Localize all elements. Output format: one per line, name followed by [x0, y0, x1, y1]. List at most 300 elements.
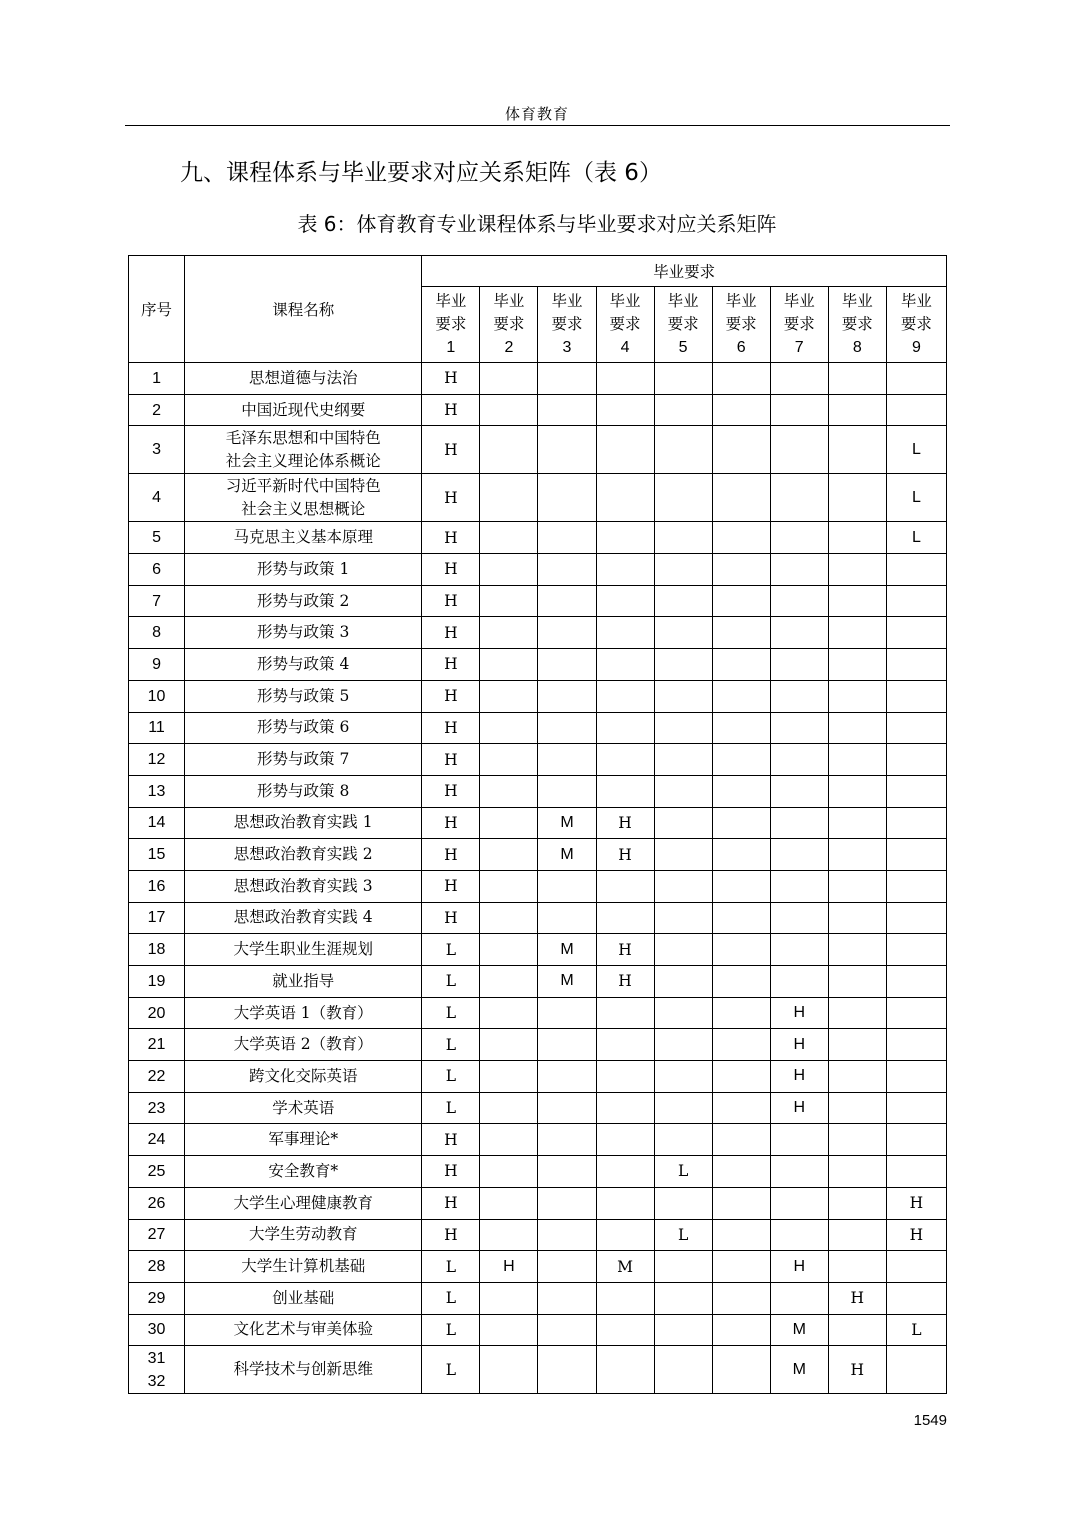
matrix-cell: H — [770, 1251, 828, 1283]
course-name: 思想道德与法治 — [248, 368, 358, 387]
matrix-cell: H — [422, 712, 480, 744]
matrix-cell — [538, 585, 596, 617]
matrix-cell — [828, 1219, 886, 1251]
matrix-cell — [770, 712, 828, 744]
matrix-cell: L — [422, 997, 480, 1029]
matrix-cell: H — [770, 1029, 828, 1061]
row-number: 18 — [147, 941, 166, 959]
requirement-header-line1: 毕业 — [841, 292, 873, 310]
requirement-header-line1: 毕业 — [609, 292, 641, 310]
row-number: 16 — [147, 877, 166, 895]
matrix-cell: H — [422, 426, 480, 474]
course-name-cell — [185, 870, 422, 902]
matrix-cell — [828, 474, 886, 522]
row-number-cell — [129, 934, 185, 966]
matrix-cell — [654, 585, 712, 617]
matrix-cell — [480, 966, 538, 998]
matrix-cell: L — [886, 426, 946, 474]
matrix-cell — [828, 1092, 886, 1124]
row-number-cell — [129, 680, 185, 712]
matrix-cell — [712, 617, 770, 649]
matrix-cell — [828, 966, 886, 998]
matrix-cell — [654, 554, 712, 586]
running-header: 体育教育 — [504, 105, 569, 123]
matrix-cell — [828, 839, 886, 871]
course-name: 安全教育* — [268, 1161, 339, 1180]
table-row — [129, 744, 947, 776]
matrix-cell — [886, 839, 946, 871]
course-name-cell — [185, 426, 422, 474]
row-number: 27 — [147, 1226, 166, 1244]
matrix-cell — [596, 1092, 654, 1124]
table-row — [129, 1187, 947, 1219]
matrix-cell — [654, 1282, 712, 1314]
course-name-cell — [185, 680, 422, 712]
course-name: 学术英语 — [272, 1098, 335, 1117]
requirement-header-line1: 毕业 — [551, 292, 583, 310]
matrix-cell — [828, 1029, 886, 1061]
matrix-cell — [480, 902, 538, 934]
matrix-cell — [712, 1282, 770, 1314]
table-row — [129, 649, 947, 681]
row-number: 26 — [147, 1194, 166, 1212]
row-number: 9 — [152, 655, 161, 673]
matrix-cell — [770, 744, 828, 776]
matrix-cell — [712, 522, 770, 554]
course-name-cell — [185, 744, 422, 776]
matrix-cell — [480, 807, 538, 839]
matrix-cell — [886, 775, 946, 807]
matrix-cell — [596, 363, 654, 395]
row-number-cell — [129, 522, 185, 554]
matrix-cell — [596, 1219, 654, 1251]
row-number: 22 — [147, 1067, 166, 1085]
matrix-cell: H — [596, 839, 654, 871]
matrix-cell — [712, 1346, 770, 1394]
row-number: 19 — [147, 972, 166, 990]
row-number-cell — [129, 585, 185, 617]
course-name: 大学生心理健康教育 — [233, 1193, 373, 1212]
row-number-second: 32 — [147, 1372, 166, 1390]
matrix-cell — [654, 712, 712, 744]
matrix-cell: H — [422, 807, 480, 839]
course-name: 大学生职业生涯规划 — [233, 940, 373, 959]
requirement-header-number: 8 — [852, 339, 862, 356]
row-number: 10 — [147, 687, 166, 705]
matrix-cell — [770, 680, 828, 712]
matrix-cell: H — [596, 934, 654, 966]
course-name: 大学英语 2（教育） — [233, 1035, 373, 1054]
course-name-cell — [185, 474, 422, 522]
course-name: 大学生计算机基础 — [241, 1257, 366, 1276]
matrix-cell — [596, 585, 654, 617]
row-number-cell — [129, 807, 185, 839]
matrix-cell — [480, 775, 538, 807]
page-number: 1549 — [913, 1412, 947, 1429]
matrix-cell — [480, 1092, 538, 1124]
matrix-cell — [596, 474, 654, 522]
matrix-cell: H — [770, 1092, 828, 1124]
matrix-cell — [480, 474, 538, 522]
matrix-cell — [480, 394, 538, 426]
matrix-cell — [654, 902, 712, 934]
matrix-cell — [828, 394, 886, 426]
matrix-cell — [596, 712, 654, 744]
matrix-cell — [828, 712, 886, 744]
matrix-cell — [480, 1282, 538, 1314]
matrix-cell — [712, 680, 770, 712]
matrix-cell: L — [422, 1251, 480, 1283]
matrix-cell — [712, 1219, 770, 1251]
row-number-cell — [129, 554, 185, 586]
matrix-cell — [480, 649, 538, 681]
table-row — [129, 1061, 947, 1093]
matrix-cell — [596, 554, 654, 586]
row-number-cell — [129, 712, 185, 744]
matrix-cell — [770, 363, 828, 395]
table-row — [129, 1029, 947, 1061]
matrix-cell: H — [886, 1187, 946, 1219]
matrix-cell: M — [538, 934, 596, 966]
matrix-cell — [538, 1251, 596, 1283]
requirements-matrix-table — [128, 255, 947, 1394]
row-number-cell — [129, 1124, 185, 1156]
course-name-cell — [185, 1346, 422, 1394]
matrix-cell — [770, 870, 828, 902]
course-name: 形势与政策 1 — [257, 559, 350, 578]
matrix-cell — [596, 394, 654, 426]
matrix-cell — [480, 1029, 538, 1061]
header-rule — [125, 125, 950, 126]
matrix-cell: L — [886, 474, 946, 522]
course-name-cell — [185, 997, 422, 1029]
requirement-header-cell — [886, 287, 946, 363]
requirement-header-line1: 毕业 — [667, 292, 699, 310]
matrix-cell — [538, 997, 596, 1029]
matrix-cell — [538, 522, 596, 554]
row-number: 3 — [152, 441, 161, 459]
matrix-cell — [886, 1061, 946, 1093]
matrix-cell — [538, 680, 596, 712]
matrix-cell — [886, 1282, 946, 1314]
matrix-cell — [538, 1124, 596, 1156]
matrix-cell: M — [538, 807, 596, 839]
row-number-cell — [129, 775, 185, 807]
row-number: 2 — [152, 401, 161, 419]
matrix-cell — [654, 934, 712, 966]
row-number-cell — [129, 426, 185, 474]
matrix-cell: H — [422, 522, 480, 554]
row-number-cell — [129, 1219, 185, 1251]
course-name-cell — [185, 1251, 422, 1283]
requirement-header-cell — [712, 287, 770, 363]
matrix-cell — [538, 363, 596, 395]
requirement-header-cell — [538, 287, 596, 363]
requirement-header-line2: 要求 — [900, 315, 932, 333]
row-number-cell — [129, 1314, 185, 1346]
matrix-cell: M — [770, 1346, 828, 1394]
matrix-cell — [538, 744, 596, 776]
row-number: 30 — [147, 1321, 166, 1339]
matrix-cell: H — [828, 1282, 886, 1314]
matrix-cell — [480, 363, 538, 395]
matrix-cell — [538, 394, 596, 426]
matrix-cell — [480, 839, 538, 871]
matrix-cell — [596, 744, 654, 776]
matrix-cell — [480, 934, 538, 966]
matrix-cell — [654, 394, 712, 426]
table-row — [129, 775, 947, 807]
row-number: 21 — [147, 1036, 166, 1054]
matrix-cell — [654, 744, 712, 776]
matrix-cell: H — [422, 554, 480, 586]
matrix-cell — [886, 680, 946, 712]
matrix-cell: H — [422, 775, 480, 807]
matrix-cell — [654, 966, 712, 998]
matrix-cell — [712, 744, 770, 776]
course-name-cell — [185, 712, 422, 744]
matrix-cell — [654, 522, 712, 554]
matrix-cell: H — [422, 744, 480, 776]
matrix-cell: H — [480, 1251, 538, 1283]
matrix-cell — [538, 1092, 596, 1124]
matrix-cell — [654, 680, 712, 712]
matrix-cell — [712, 775, 770, 807]
matrix-cell — [654, 839, 712, 871]
requirement-header-cell — [422, 287, 480, 363]
row-number-cell — [129, 474, 185, 522]
row-number-cell — [129, 649, 185, 681]
requirement-header-line2: 要求 — [435, 315, 467, 333]
matrix-cell: M — [596, 1251, 654, 1283]
row-number-cell — [129, 1156, 185, 1188]
matrix-cell — [886, 554, 946, 586]
course-name: 就业指导 — [272, 971, 335, 990]
matrix-cell — [770, 966, 828, 998]
matrix-cell — [596, 680, 654, 712]
table-row — [129, 680, 947, 712]
course-name: 习近平新时代中国特色 — [225, 476, 381, 495]
matrix-cell — [770, 554, 828, 586]
table-row — [129, 474, 947, 522]
matrix-cell — [886, 1156, 946, 1188]
matrix-cell — [596, 1187, 654, 1219]
matrix-cell — [886, 902, 946, 934]
matrix-cell — [654, 1124, 712, 1156]
matrix-cell: L — [422, 1061, 480, 1093]
course-name-cell — [185, 775, 422, 807]
row-number: 20 — [147, 1004, 166, 1022]
matrix-cell — [596, 1156, 654, 1188]
course-name-cell — [185, 617, 422, 649]
matrix-cell: L — [422, 1029, 480, 1061]
matrix-cell — [538, 1156, 596, 1188]
matrix-cell — [480, 1156, 538, 1188]
matrix-cell — [654, 426, 712, 474]
table-row — [129, 1251, 947, 1283]
course-name: 文化艺术与审美体验 — [233, 1320, 373, 1339]
table-row — [129, 712, 947, 744]
matrix-cell: H — [422, 1124, 480, 1156]
matrix-cell: H — [770, 997, 828, 1029]
table-row — [129, 902, 947, 934]
matrix-cell — [828, 649, 886, 681]
course-name: 思想政治教育实践 1 — [233, 813, 373, 832]
course-name: 马克思主义基本原理 — [233, 528, 373, 547]
matrix-cell — [654, 870, 712, 902]
row-number: 4 — [152, 489, 161, 507]
matrix-cell — [596, 870, 654, 902]
matrix-cell — [654, 807, 712, 839]
section-title: 九、课程体系与毕业要求对应关系矩阵（表 6） — [180, 160, 662, 186]
matrix-cell — [770, 585, 828, 617]
matrix-cell: H — [422, 1156, 480, 1188]
matrix-cell — [886, 394, 946, 426]
matrix-cell — [538, 1219, 596, 1251]
table-row — [129, 870, 947, 902]
matrix-cell — [480, 870, 538, 902]
course-name: 军事理论* — [268, 1130, 339, 1149]
matrix-cell — [770, 1187, 828, 1219]
requirement-header-number: 2 — [504, 339, 514, 356]
course-name-cell — [185, 1219, 422, 1251]
requirement-header-cell — [654, 287, 712, 363]
matrix-cell — [770, 839, 828, 871]
course-name-line2: 社会主义思想概论 — [241, 499, 366, 518]
matrix-cell — [770, 617, 828, 649]
matrix-cell — [712, 1251, 770, 1283]
row-number: 23 — [147, 1099, 166, 1117]
matrix-cell: H — [886, 1219, 946, 1251]
matrix-cell — [654, 1187, 712, 1219]
matrix-cell — [886, 870, 946, 902]
row-number-cell — [129, 617, 185, 649]
row-number: 12 — [147, 751, 166, 769]
row-number-cell — [129, 1251, 185, 1283]
matrix-cell — [596, 775, 654, 807]
matrix-cell — [654, 363, 712, 395]
row-number: 15 — [147, 846, 166, 864]
course-name-cell — [185, 966, 422, 998]
matrix-cell — [654, 1251, 712, 1283]
matrix-cell — [886, 617, 946, 649]
row-number: 5 — [152, 529, 161, 547]
matrix-cell — [596, 1029, 654, 1061]
matrix-cell — [654, 1092, 712, 1124]
course-name: 跨文化交际英语 — [248, 1066, 358, 1085]
matrix-cell — [828, 997, 886, 1029]
matrix-cell — [770, 1219, 828, 1251]
matrix-cell: H — [422, 394, 480, 426]
course-name-cell — [185, 1314, 422, 1346]
matrix-cell: L — [422, 1346, 480, 1394]
matrix-cell — [828, 775, 886, 807]
matrix-cell — [886, 1251, 946, 1283]
row-number-cell — [129, 1187, 185, 1219]
matrix-cell — [654, 1061, 712, 1093]
matrix-cell — [828, 617, 886, 649]
course-name: 思想政治教育实践 4 — [233, 908, 373, 927]
matrix-body — [129, 363, 947, 1394]
course-name-cell — [185, 522, 422, 554]
matrix-cell — [828, 1314, 886, 1346]
row-number: 8 — [152, 624, 161, 642]
matrix-cell — [596, 426, 654, 474]
requirement-header-line1: 毕业 — [900, 292, 932, 310]
matrix-cell: H — [828, 1346, 886, 1394]
matrix-cell: L — [886, 1314, 946, 1346]
course-name-cell — [185, 394, 422, 426]
table-row — [129, 1092, 947, 1124]
matrix-cell: H — [422, 474, 480, 522]
matrix-cell: H — [422, 870, 480, 902]
course-name: 思想政治教育实践 2 — [233, 845, 373, 864]
matrix-cell — [712, 934, 770, 966]
matrix-cell: H — [422, 680, 480, 712]
table-row — [129, 554, 947, 586]
requirement-header-cell — [828, 287, 886, 363]
matrix-cell — [712, 870, 770, 902]
course-name-cell — [185, 1282, 422, 1314]
matrix-cell — [770, 649, 828, 681]
requirement-header-line2: 要求 — [551, 315, 583, 333]
matrix-cell — [480, 522, 538, 554]
matrix-cell — [886, 585, 946, 617]
course-name: 创业基础 — [272, 1288, 335, 1307]
row-number-cell — [129, 966, 185, 998]
matrix-cell — [596, 1346, 654, 1394]
table-row — [129, 585, 947, 617]
row-number-cell — [129, 744, 185, 776]
course-name: 形势与政策 4 — [257, 654, 350, 673]
matrix-cell: H — [770, 1061, 828, 1093]
matrix-cell — [770, 1282, 828, 1314]
matrix-cell — [712, 474, 770, 522]
requirement-header-number: 5 — [678, 339, 688, 356]
table-row — [129, 807, 947, 839]
matrix-cell — [712, 585, 770, 617]
matrix-cell — [828, 1124, 886, 1156]
matrix-cell — [712, 363, 770, 395]
matrix-cell — [596, 522, 654, 554]
matrix-cell — [886, 712, 946, 744]
table-row — [129, 426, 947, 474]
matrix-cell — [712, 426, 770, 474]
matrix-cell — [886, 997, 946, 1029]
matrix-cell — [596, 997, 654, 1029]
matrix-cell — [712, 649, 770, 681]
matrix-cell — [712, 839, 770, 871]
course-name-cell — [185, 807, 422, 839]
matrix-cell — [770, 1124, 828, 1156]
matrix-cell — [712, 902, 770, 934]
matrix-cell: H — [422, 649, 480, 681]
matrix-cell — [828, 934, 886, 966]
matrix-cell — [886, 744, 946, 776]
matrix-cell — [596, 1124, 654, 1156]
matrix-cell: L — [422, 1314, 480, 1346]
matrix-cell — [480, 554, 538, 586]
matrix-cell — [828, 1187, 886, 1219]
matrix-cell — [712, 712, 770, 744]
matrix-cell — [480, 997, 538, 1029]
table-row — [129, 617, 947, 649]
row-number: 13 — [147, 782, 166, 800]
row-number-cell — [129, 1282, 185, 1314]
table-row — [129, 1156, 947, 1188]
matrix-cell — [712, 394, 770, 426]
table-caption: 表 6：体育教育专业课程体系与毕业要求对应关系矩阵 — [297, 212, 777, 236]
